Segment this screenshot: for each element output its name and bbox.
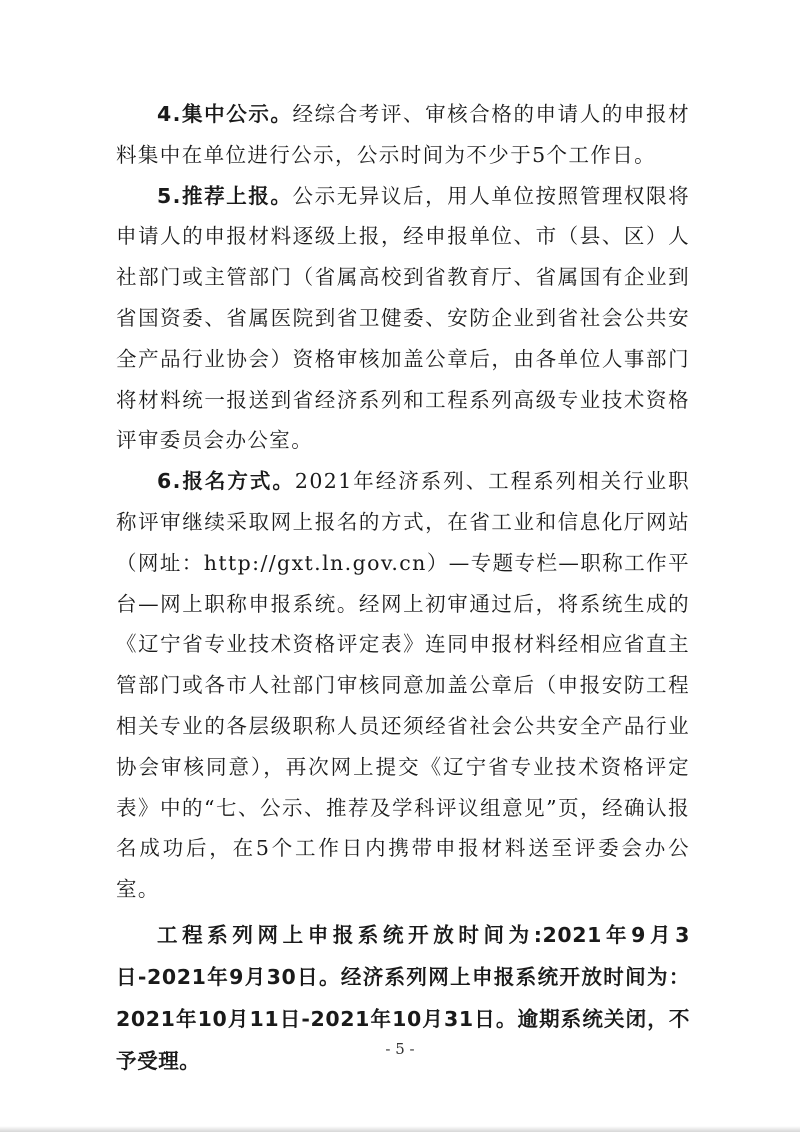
system-open-time-notice: 工程系列网上申报系统开放时间为:2021年9月3日-2021年9月30日。经济系列网上申报系统开放时间为：2021年10月11日-2021年10月31日。逾期系统关闭，不予受理。 [116, 922, 690, 1073]
paragraph-public-notice [116, 94, 690, 176]
paragraph-recommend-report [116, 176, 690, 462]
paragraph-heading: 4.集中公示。 [157, 102, 293, 126]
scan-edge-shadow [0, 1126, 800, 1132]
paragraph-text: 经综合考评、审核合格的申请人的申报材料集中在单位进行公示，公示时间为不少于5个工作日。 [116, 102, 690, 167]
page-number: - 5 - [385, 1040, 415, 1058]
paragraph-text: 2021年经济系列、工程系列相关行业职称评审继续采取网上报名的方式，在省工业和信息化厅网站（网址：http://gxt.ln.gov.cn）—专题专栏—职称工作平台—网上职称申报系统。经网上初审通过后，将系统生成的《辽宁省专业技术资格评定表》连同申报材料经相应省直主管部门或各市人社部门审核同意加盖公章后（申报安防工程相关专业的各层级职称人员还须经省社会公共安全产品行业协会审核同意），再次网上提交《辽宁省专业技术资格评定表》中的“七、公示、推荐及学科评议组意见”页，经确认报名成功后，在5个工作日内携带申报材料送至评委会办公室。 [116, 469, 690, 902]
paragraph-registration-method [116, 461, 690, 910]
paragraph-heading: 5.推荐上报。 [157, 183, 293, 208]
paragraph-text: 公示无异议后，用人单位按照管理权限将申请人的申报材料逐级上报，经申报单位、市（县、区）人社部门或主管部门（省属高校到省教育厅、省属国有企业到省国资委、省属医院到省卫健委、安防企业到省社会公共安全产品行业协会）资格审核加盖公章后，由各单位人事部门将材料统一报送到省经济系列和工程系列高级专业技术资格评审委员会办公室。 [116, 183, 690, 453]
paragraph-heading: 6.报名方式。 [157, 469, 295, 494]
document-body [116, 94, 690, 1082]
